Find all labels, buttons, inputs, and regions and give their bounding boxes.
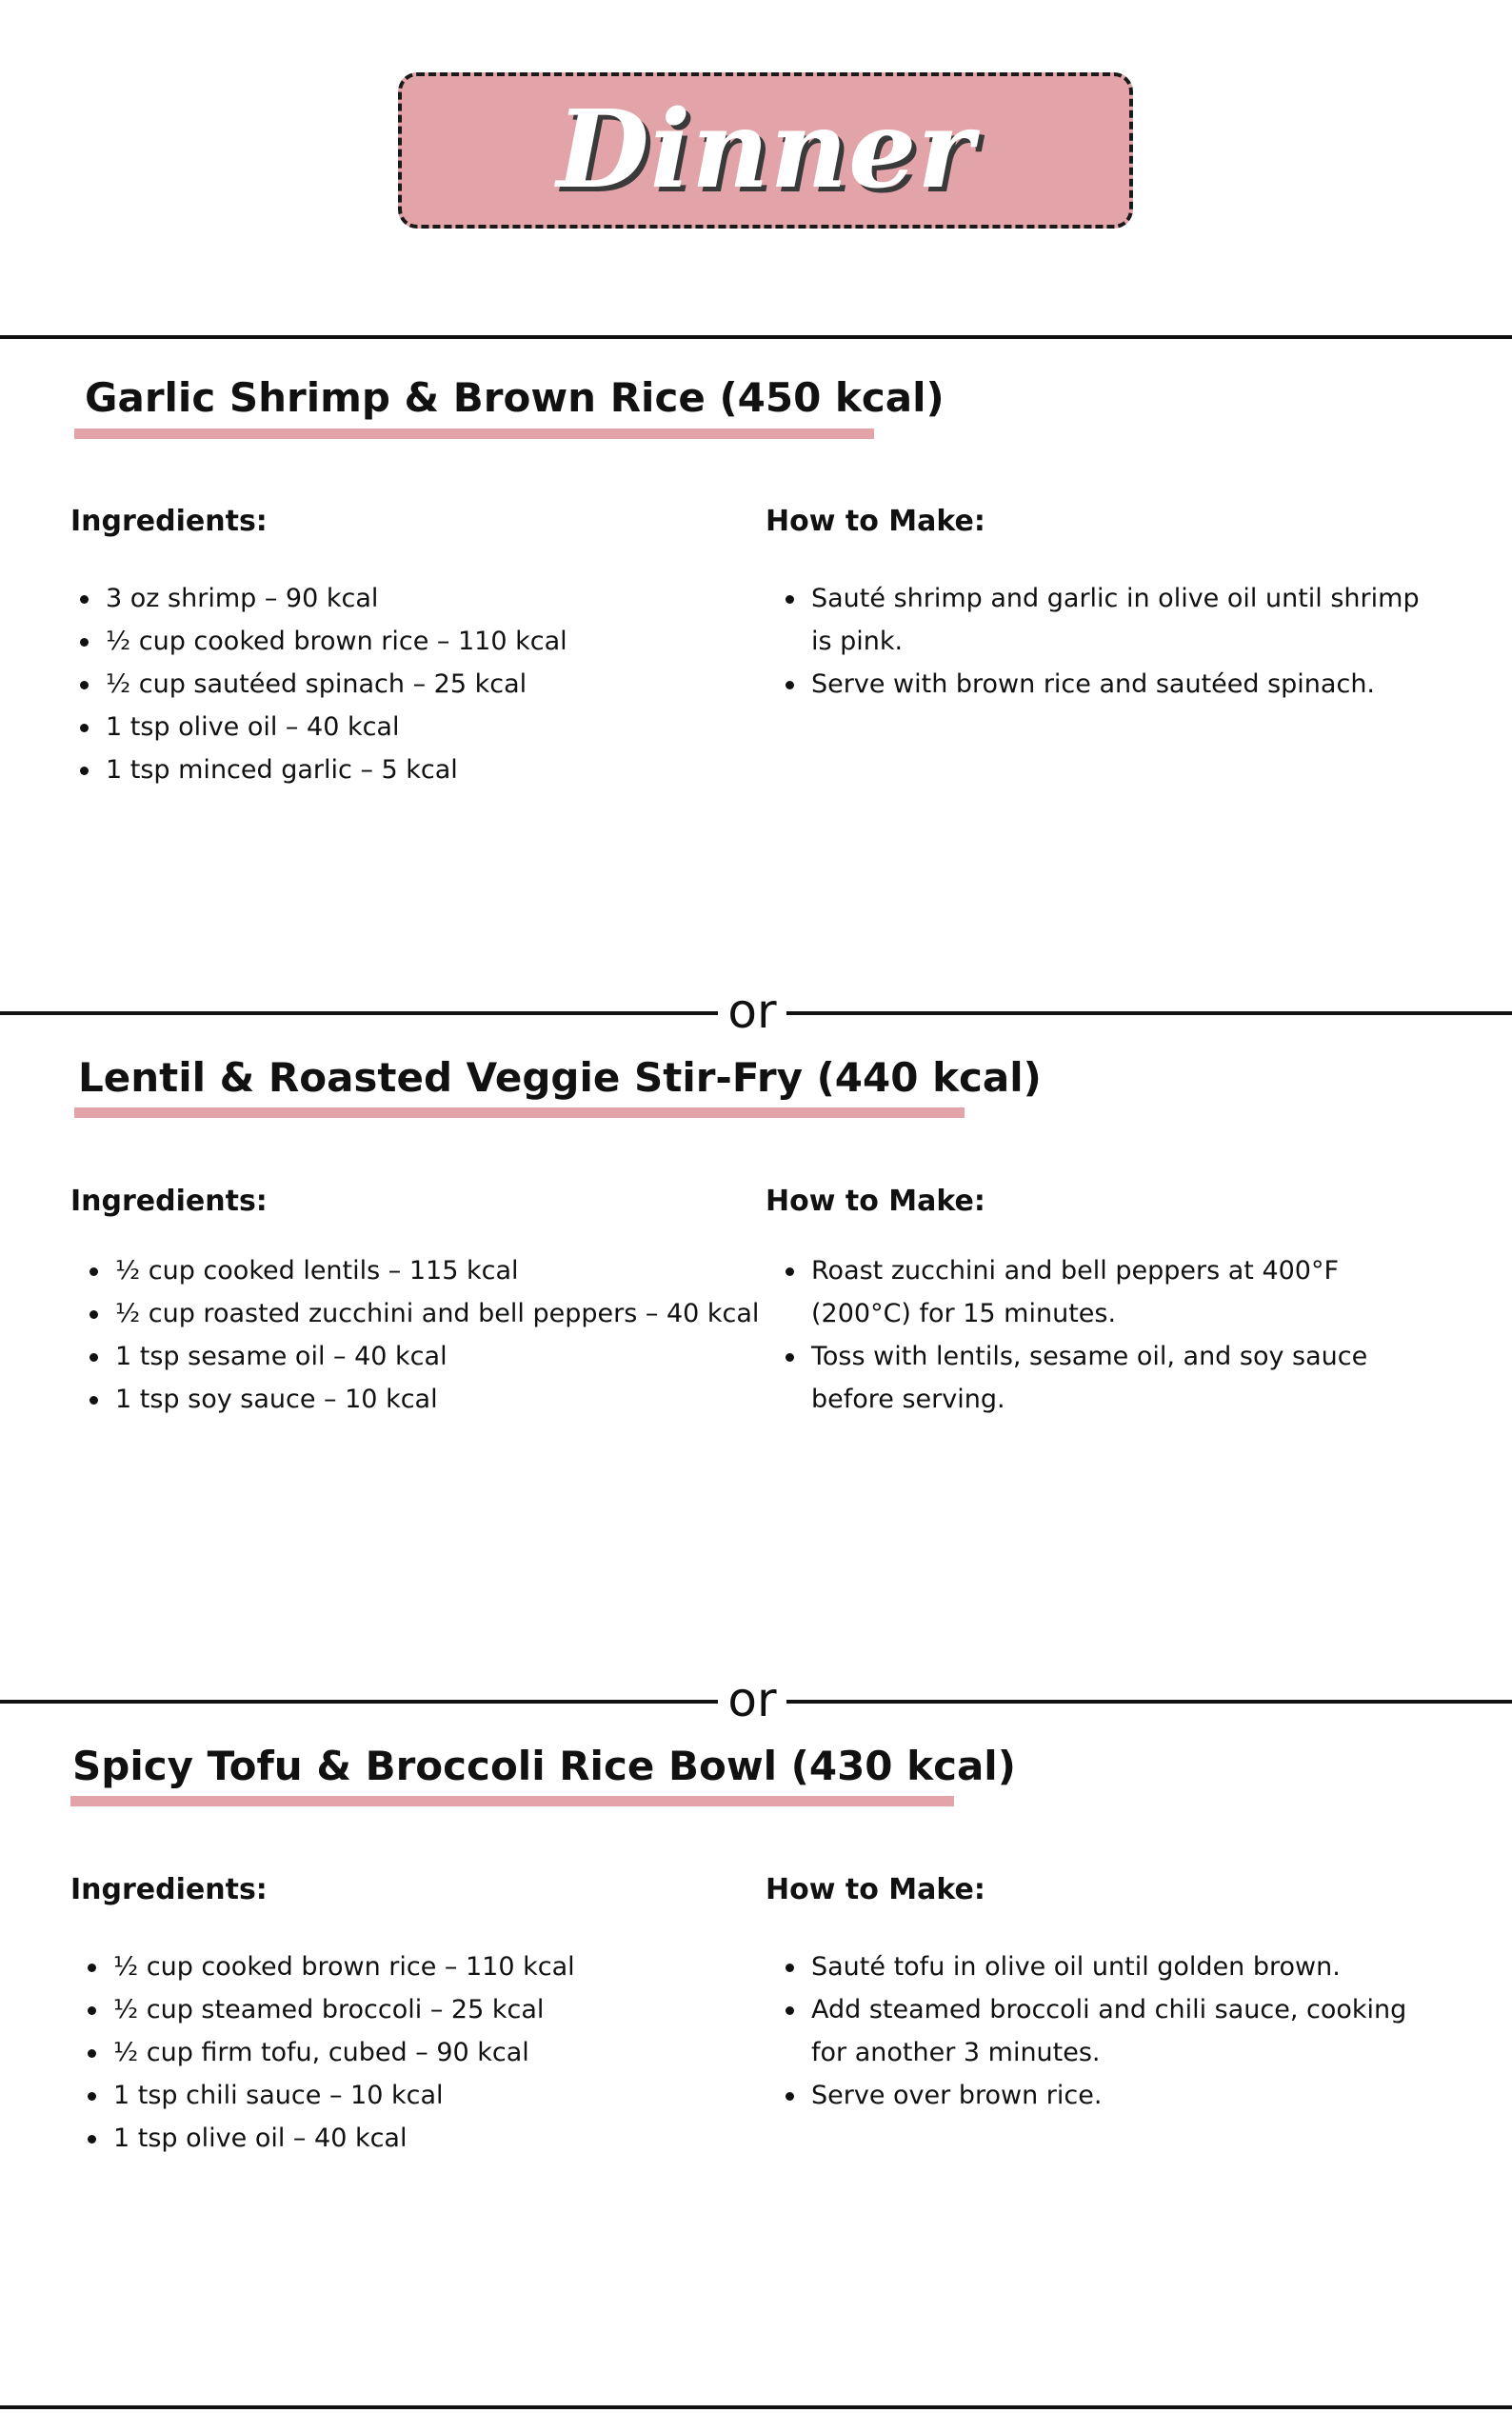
or-label: or [727, 1672, 777, 1727]
step-item: Serve with brown rice and sautéed spinach. [776, 663, 1442, 706]
ingredients-label: Ingredients: [70, 1873, 268, 1906]
ingredients-label: Ingredients: [70, 1185, 268, 1218]
steps-list [776, 577, 1442, 706]
step-item: Sauté tofu in olive oil until golden brown. [776, 1945, 1442, 1988]
step-item: Toss with lentils, sesame oil, and soy sauce before serving. [776, 1335, 1442, 1421]
ingredient-item: ½ cup cooked brown rice – 110 kcal [70, 620, 737, 663]
separator-line-left [0, 1700, 718, 1704]
how-to-make-label: How to Make: [766, 1185, 985, 1218]
recipe-title: Spicy Tofu & Broccoli Rice Bowl (430 kcal) [72, 1743, 1016, 1789]
separator-line-left [0, 1011, 718, 1015]
ingredient-item: ½ cup sautéed spinach – 25 kcal [70, 663, 737, 706]
step-item: Add steamed broccoli and chili sauce, cooking for another 3 minutes. [776, 1988, 1442, 2074]
bottom-divider [0, 2405, 1512, 2409]
step-item: Sauté shrimp and garlic in olive oil until shrimp is pink. [776, 577, 1442, 663]
title-banner [398, 72, 1133, 229]
step-item: Serve over brown rice. [776, 2074, 1442, 2117]
recipe-title: Lentil & Roasted Veggie Stir-Fry (440 kcal) [78, 1054, 1042, 1101]
how-to-make-label: How to Make: [766, 505, 985, 538]
ingredients-list [80, 1249, 766, 1421]
recipe-title: Garlic Shrimp & Brown Rice (450 kcal) [85, 374, 945, 421]
or-separator [0, 985, 1512, 1042]
steps-list [776, 1249, 1442, 1421]
top-divider [0, 335, 1512, 339]
how-to-make-label: How to Make: [766, 1873, 985, 1906]
ingredients-label: Ingredients: [70, 505, 268, 538]
ingredient-item: ½ cup cooked brown rice – 110 kcal [78, 1945, 764, 1988]
ingredients-list [70, 577, 737, 791]
ingredient-item: 1 tsp chili sauce – 10 kcal [78, 2074, 764, 2117]
ingredient-item: 1 tsp olive oil – 40 kcal [70, 706, 737, 748]
title-underline [74, 429, 874, 439]
or-label: or [727, 984, 777, 1039]
ingredient-item: 1 tsp soy sauce – 10 kcal [80, 1378, 766, 1421]
ingredient-item: ½ cup roasted zucchini and bell peppers – 40 kcal [80, 1292, 766, 1335]
ingredients-list [78, 1945, 764, 2160]
ingredient-item: 1 tsp sesame oil – 40 kcal [80, 1335, 766, 1378]
ingredient-item: ½ cup cooked lentils – 115 kcal [80, 1249, 766, 1292]
ingredient-item: 1 tsp minced garlic – 5 kcal [70, 748, 737, 791]
ingredient-item: ½ cup steamed broccoli – 25 kcal [78, 1988, 764, 2031]
step-item: Roast zucchini and bell peppers at 400°F (200°C) for 15 minutes. [776, 1249, 1442, 1335]
separator-line-right [786, 1700, 1512, 1704]
title-underline [70, 1796, 954, 1806]
ingredient-item: 3 oz shrimp – 90 kcal [70, 577, 737, 620]
page-title: Dinner [556, 88, 975, 212]
separator-line-right [786, 1011, 1512, 1015]
or-separator [0, 1673, 1512, 1730]
ingredient-item: ½ cup firm tofu, cubed – 90 kcal [78, 2031, 764, 2074]
ingredient-item: 1 tsp olive oil – 40 kcal [78, 2117, 764, 2160]
title-underline [74, 1107, 965, 1118]
steps-list [776, 1945, 1442, 2117]
